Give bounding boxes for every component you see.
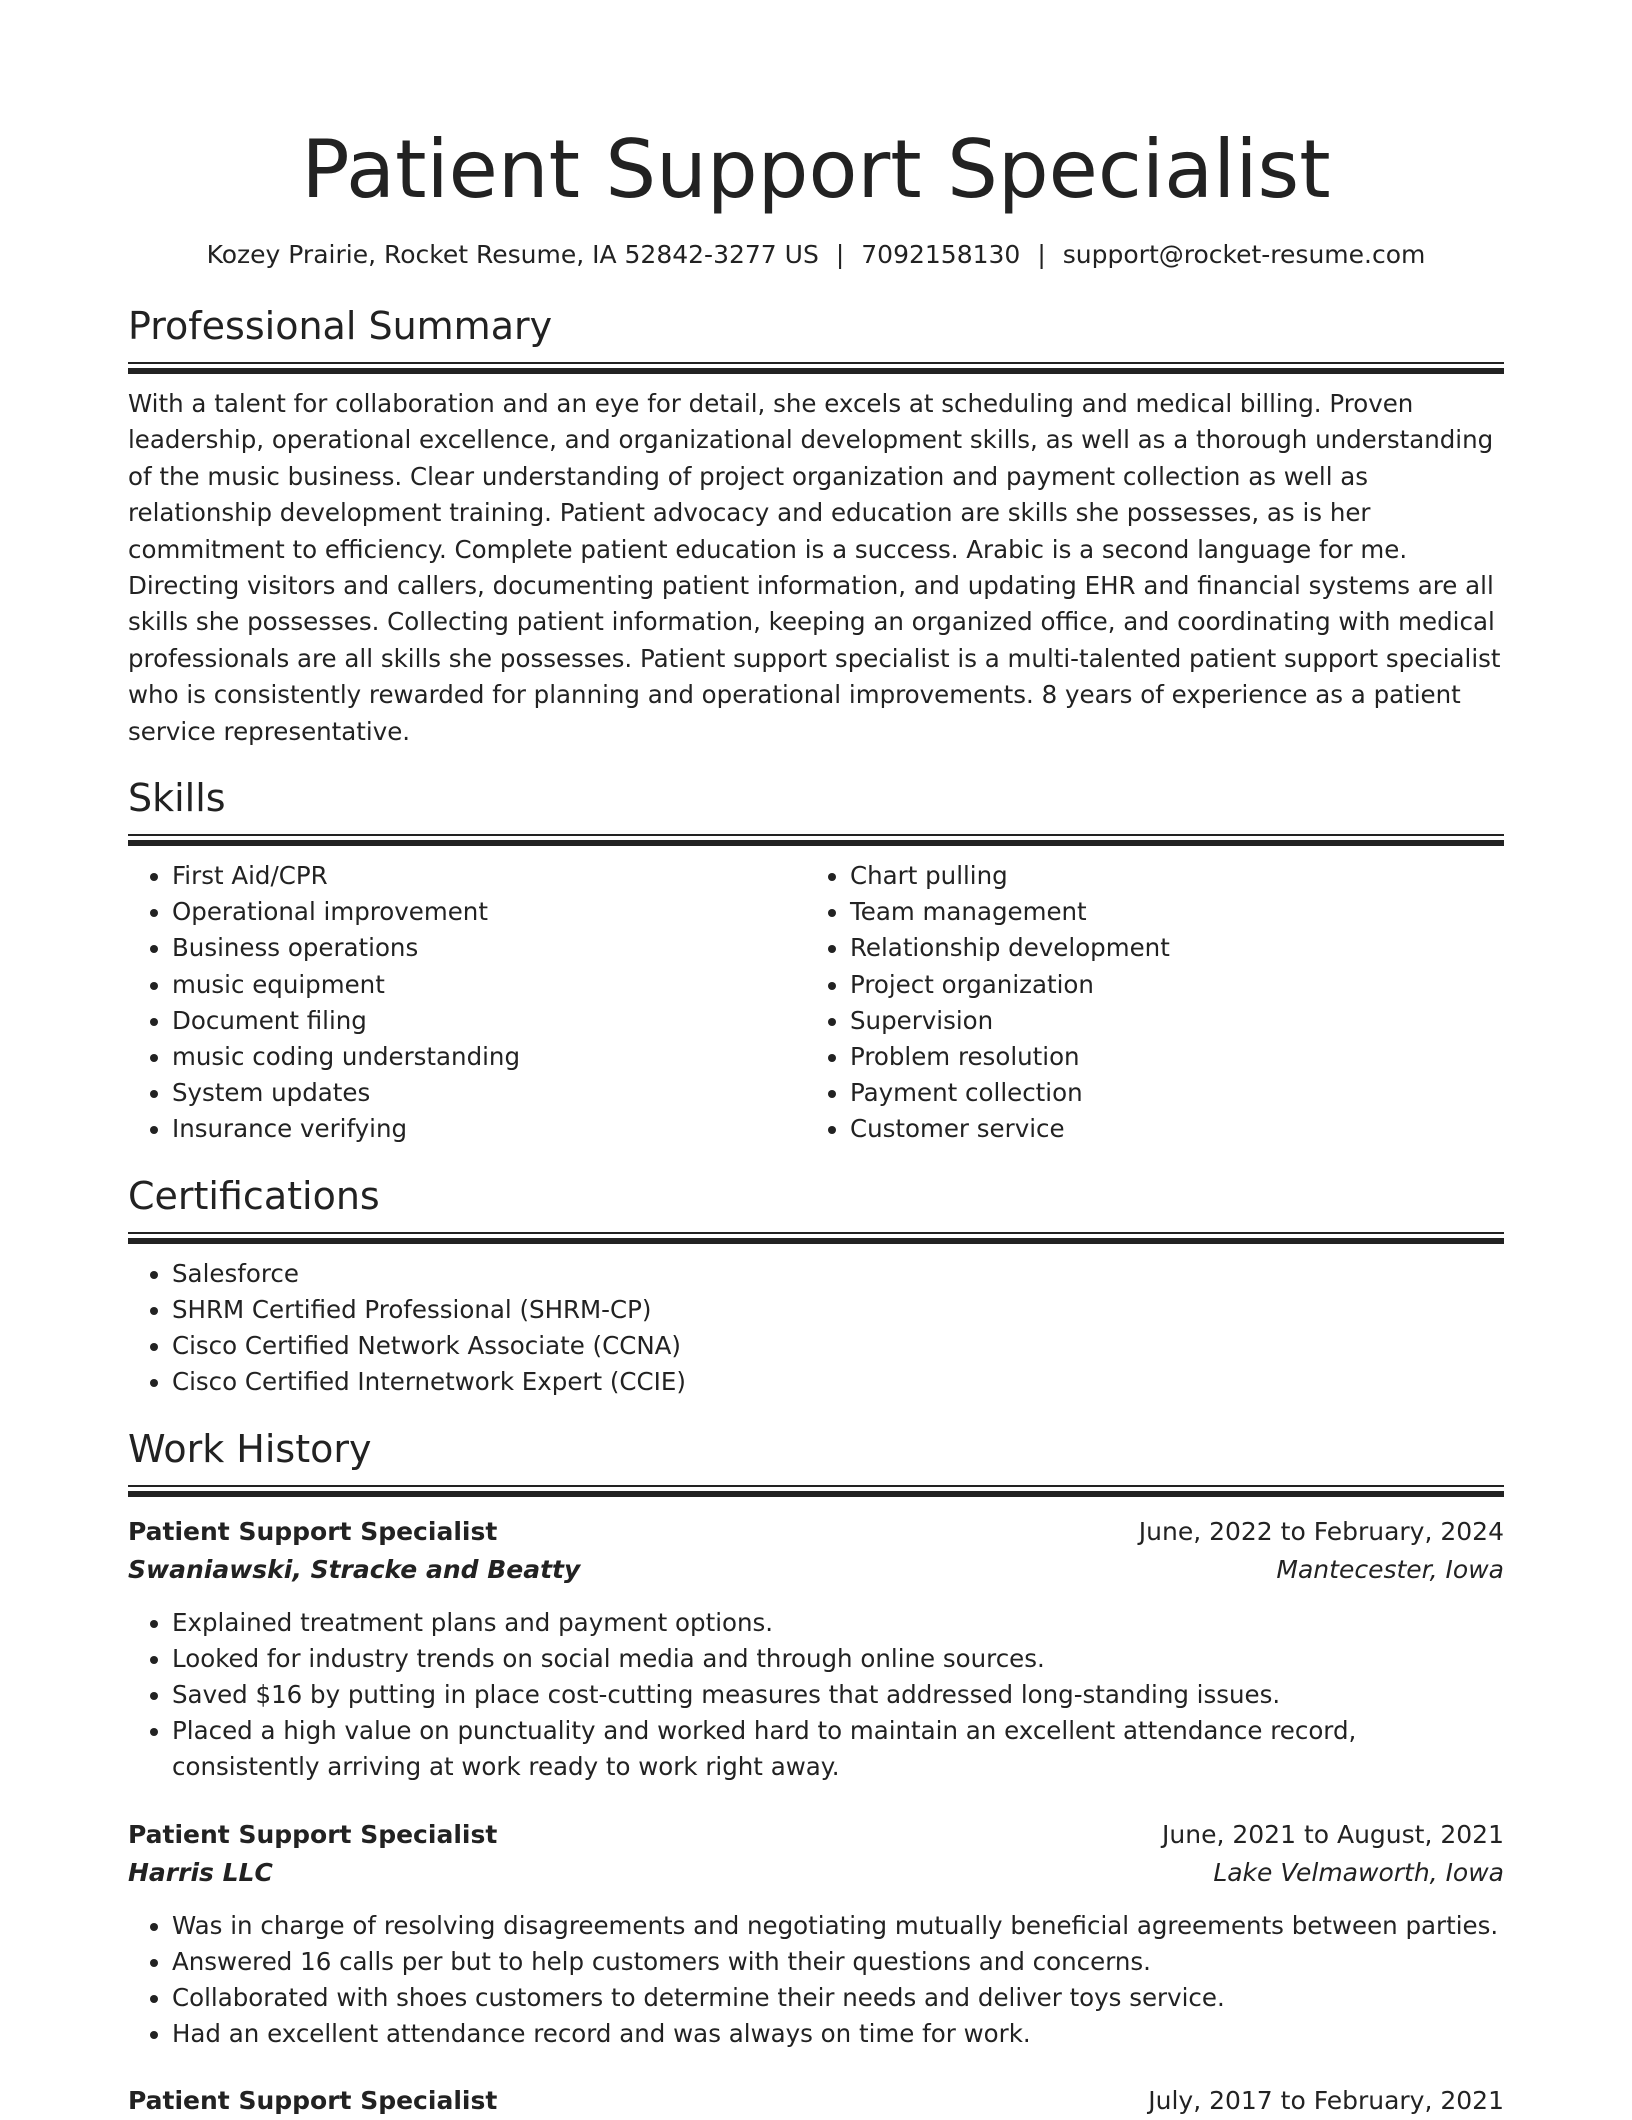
certification-item: • SHRM Certified Professional (SHRM-CP) (172, 1292, 1504, 1328)
job-duty: • Saved $16 by putting in place cost-cutting measures that addressed long-standing issues. (172, 1677, 1504, 1713)
skill-item: • Chart pulling (850, 858, 1484, 894)
job-duties-list (128, 1908, 1504, 2053)
skill-item: • Team management (850, 894, 1484, 930)
contact-address: Kozey Prairie, Rocket Resume, IA 52842-3277 US (207, 240, 819, 269)
job-title: Patient Support Specialist (128, 1816, 497, 1854)
skill-item: • Customer service (850, 1111, 1484, 1147)
skill-item: • Problem resolution (850, 1039, 1484, 1075)
job-dates: June, 2022 to February, 2024 (1139, 1513, 1504, 1551)
job-entry (128, 1816, 1504, 2053)
job-duty: • Collaborated with shoes customers to determine their needs and deliver toys service. (172, 1980, 1504, 2016)
job-subheader (128, 1854, 1504, 1892)
job-company: Swaniawski, Stracke and Beatty (128, 1551, 580, 1589)
summary-section (128, 302, 1504, 750)
skill-item: • music equipment (172, 967, 806, 1003)
job-header (128, 2082, 1504, 2120)
section-divider (128, 362, 1504, 374)
skill-item: • System updates (172, 1075, 806, 1111)
job-title: Patient Support Specialist (128, 1513, 497, 1551)
job-location: Mantecester, Iowa (1276, 1551, 1504, 1589)
skills-left-list (128, 858, 806, 1148)
skill-item: • Document filing (172, 1003, 806, 1039)
job-header (128, 1816, 1504, 1854)
skills-title: Skills (128, 774, 1504, 822)
section-divider (128, 834, 1504, 846)
resume-page (128, 0, 1504, 2120)
skill-item: • Payment collection (850, 1075, 1484, 1111)
job-duty: • Placed a high value on punctuality and worked hard to maintain an excellent attendance record, consistently arriving at work ready to work right away. (172, 1713, 1504, 1785)
skill-item: • music coding understanding (172, 1039, 806, 1075)
summary-text: With a talent for collaboration and an eye for detail, she excels at scheduling and medical billing. Proven leadership, operational excellence, and organizational development skills, as well as a thorough understanding of the music business. Clear understanding of project organization and payment collection as well as relationship development training. Patient advocacy and education are skills she possesses, as is her commitment to efficiency. Complete patient education is a success. Arabic is a second language for me. Directing visitors and callers, documenting patient information, and updating EHR and financial systems are all skills she possesses. Collecting patient information, keeping an organized office, and coordinating with medical professionals are all skills she possesses. Patient support specialist is a multi-talented patient support specialist who is consistently rewarded for planning and operational improvements. 8 years of experience as a patient service representative. (128, 386, 1504, 750)
section-divider (128, 1232, 1504, 1244)
section-divider (128, 1485, 1504, 1497)
skill-item: • Operational improvement (172, 894, 806, 930)
skill-item: • Project organization (850, 967, 1484, 1003)
certification-item: • Salesforce (172, 1256, 1504, 1292)
skill-item: • Insurance verifying (172, 1111, 806, 1147)
skills-columns (128, 858, 1504, 1148)
work-history-title: Work History (128, 1425, 1504, 1473)
job-duty: • Explained treatment plans and payment options. (172, 1605, 1504, 1641)
job-duty: • Answered 16 calls per but to help customers with their questions and concerns. (172, 1944, 1504, 1980)
contact-separator: | (1037, 240, 1045, 269)
job-entry (128, 1513, 1504, 1786)
contact-phone: 7092158130 (861, 240, 1020, 269)
skills-section (128, 774, 1504, 1148)
job-subheader (128, 1551, 1504, 1589)
contact-email: support@rocket-resume.com (1063, 240, 1426, 269)
job-duty: • Looked for industry trends on social media and through online sources. (172, 1641, 1504, 1677)
job-dates: July, 2017 to February, 2021 (1148, 2082, 1504, 2120)
certifications-title: Certifications (128, 1172, 1504, 1220)
skills-right-list (806, 858, 1484, 1148)
certifications-section (128, 1172, 1504, 1401)
skill-item: • First Aid/CPR (172, 858, 806, 894)
skill-item: • Supervision (850, 1003, 1484, 1039)
certification-item: • Cisco Certified Network Associate (CCNA) (172, 1328, 1504, 1364)
job-header (128, 1513, 1504, 1551)
job-location: Lake Velmaworth, Iowa (1213, 1854, 1504, 1892)
resume-name: Patient Support Specialist (128, 120, 1504, 220)
certification-item: • Cisco Certified Internetwork Expert (CCIE) (172, 1364, 1504, 1400)
certifications-list (128, 1256, 1504, 1401)
job-title: Patient Support Specialist (128, 2082, 497, 2120)
summary-title: Professional Summary (128, 302, 1504, 350)
skill-item: • Relationship development (850, 930, 1484, 966)
job-duty: • Had an excellent attendance record and was always on time for work. (172, 2016, 1504, 2052)
contact-separator: | (836, 240, 844, 269)
skill-item: • Business operations (172, 930, 806, 966)
contact-line (128, 238, 1504, 272)
job-entry (128, 2082, 1504, 2120)
work-history-section (128, 1425, 1504, 2120)
job-duty: • Was in charge of resolving disagreements and negotiating mutually beneficial agreements between parties. (172, 1908, 1504, 1944)
job-dates: June, 2021 to August, 2021 (1162, 1816, 1504, 1854)
job-company: Harris LLC (128, 1854, 273, 1892)
job-duties-list (128, 1605, 1504, 1786)
